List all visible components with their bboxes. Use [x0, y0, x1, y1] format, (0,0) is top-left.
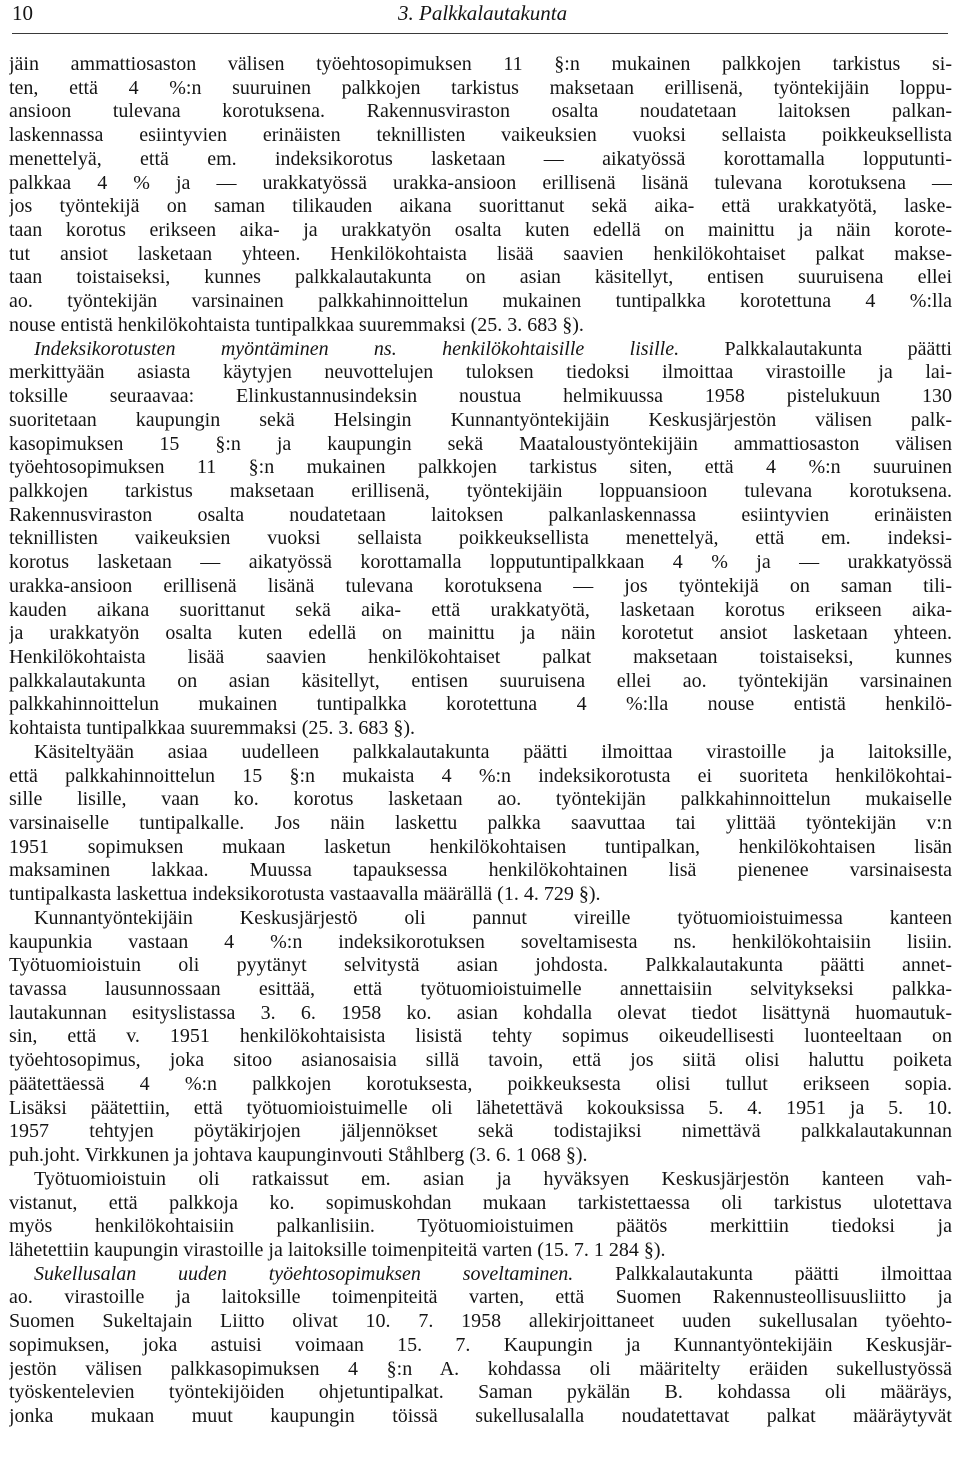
line-text: jestön välisen palkkasopimuksen 4 §:n A. kohdassa oli määritelty eräiden sukellustyössä [9, 1357, 952, 1380]
text-line [9, 53, 952, 77]
text-line [9, 1192, 952, 1216]
line-text: päätettäessä 4 %:n palkkojen korotuksesta, poikkeuksesta olisi tullut erikseen sopia. [9, 1072, 952, 1095]
text-line [9, 1239, 952, 1263]
section-heading: Sukellusalan uuden työehtosopimuksen soveltaminen. [34, 1262, 574, 1285]
line-text: ja urakkatyön osalta kuten edellä on mainittu ja näin korotetut ansiot lasketaan yhteen. [9, 622, 952, 645]
text-line [9, 717, 952, 741]
line-text: palkkalautakunta on asian käsitellyt, entisen suuruisena ellei ao. työntekijän varsinainen [9, 669, 952, 692]
line-text: palkkojen tarkistus maksetaan erillisenä, työntekijäin loppuansioon tulevana korotuksena. [9, 479, 952, 502]
line-text: ao. työntekijän varsinainen palkkahinnoittelun mukainen tuntipalkka korotettuna 4 %:lla [9, 290, 952, 313]
line-text: kauden aikana suorittanut sekä aika- että urakkatyötä, lasketaan korotus erikseen aika- [9, 598, 952, 621]
text-line [9, 433, 952, 457]
line-text: Suomen Sukeltajain Liitto olivat 10. 7. 1958 allekirjoittaneet uuden sukellusalan työehto- [9, 1310, 952, 1333]
line-text: jonka mukaan muut kaupungin töissä sukellusalalla noudatettavat palkat määräytyvät [9, 1404, 952, 1427]
text-line [9, 1334, 952, 1358]
text-line [9, 907, 952, 931]
line-text: työskentelevien työntekijöiden ohjetuntipalkat. Saman pykälän B. kohdassa oli määräys, [9, 1381, 952, 1404]
section-heading: Indeksikorotusten myöntäminen ns. henkilökohtaisille lisille. [34, 337, 680, 360]
line-text: Rakennusviraston osalta noudatetaan laitoksen palkanlaskennassa esiintyvien erinäisten [9, 503, 952, 526]
text-line [9, 646, 952, 670]
page-number: 10 [12, 1, 33, 25]
text-line [9, 1073, 952, 1097]
line-text: kasopimuksen 15 §:n ja kaupungin sekä Maataloustyöntekijäin ammattiosaston välisen [9, 432, 952, 455]
text-line [9, 1168, 952, 1192]
line-text: teknillisten vaikeuksien vuoksi sellaista poikkeuksellista menettelyä, että em. indeksi- [9, 527, 952, 550]
line-text: maksaminen lakkaa. Muussa tapauksessa henkilökohtainen lisä pienenee varsinaisesta [9, 859, 952, 882]
text-line [9, 77, 952, 101]
text-line [9, 788, 952, 812]
text-line [9, 385, 952, 409]
text-line [9, 527, 952, 551]
text-line [9, 243, 952, 267]
line-text: kohtaista tuntipalkkaa suuremmaksi (25. 3. 683 §). [9, 717, 416, 740]
text-line [9, 859, 952, 883]
line-text: taan korotus erikseen aika- ja urakkatyön osalta kuten edellä on mainittu ja näin korote- [9, 219, 952, 242]
line-text: korotus lasketaan — aikatyössä korottamalla lopputuntipalkkaan 4 % ja — urakkatyössä [9, 551, 952, 574]
text-line [9, 1263, 952, 1287]
text-line [9, 1358, 952, 1382]
line-text: toksille seuraavaa: Elinkustannusindeksin noustua helmikuussa 1958 pistelukuun 130 [9, 385, 952, 408]
line-text: Lisäksi päätettiin, että työtuomioistuimelle oli lähetettävä kokouksissa 5. 4. 1951 ja 5. 10. [9, 1096, 952, 1119]
line-text: jäin ammattiosaston välisen työehtosopimuksen 11 §:n mukainen palkkojen tarkistus si- [9, 53, 952, 75]
line-text: Palkkalautakunta päätti [679, 337, 952, 360]
text-line [9, 148, 952, 172]
text-line [9, 1049, 952, 1073]
text-line [9, 480, 952, 504]
line-text: ten, että 4 %:n suuruinen palkkojen tarkistus maksetaan erillisenä, työntekijäin loppu- [9, 76, 952, 99]
line-text: taan toistaiseksi, kunnes palkkalautakunta on asian käsitellyt, entisen suuruisena ellei [9, 266, 952, 289]
line-text: Työtuomioistuin oli ratkaissut em. asian ja hyväksyen Keskusjärjestön kanteen vah- [34, 1167, 952, 1190]
text-line [9, 290, 952, 314]
page-header [12, 0, 948, 30]
text-line [9, 883, 952, 907]
line-text: menettelyä, että em. indeksikorotus lasketaan — aikatyössä korottamalla lopputunti- [9, 147, 952, 170]
line-text: palkkaa 4 % ja — urakkatyössä urakka-ansioon erillisenä lisänä tulevana korotuksena — [9, 171, 952, 194]
text-line [9, 812, 952, 836]
text-line [9, 504, 952, 528]
line-text: ansioon tulevana korotuksena. Rakennusviraston osalta noudatetaan laitoksen palkan- [9, 100, 952, 123]
text-line [9, 1002, 952, 1026]
line-text: urakka-ansioon erillisenä lisänä tulevana korotuksena — jos työntekijä on saman tili- [9, 574, 952, 597]
text-line [9, 219, 952, 243]
line-text: että palkkahinnoittelun 15 §:n mukaista 4 %:n indeksikorotusta ei suoriteta henkilökohtai- [9, 764, 952, 787]
line-text: vistanut, että palkkoja ko. sopimuskohdan mukaan tarkistettaessa oli tarkistus ulotettava [9, 1191, 952, 1214]
text-line [9, 456, 952, 480]
text-line [9, 954, 952, 978]
running-title: 3. Palkkalautakunta [398, 1, 568, 25]
line-text: 1957 tehtyjen pöytäkirjojen jäljennökset sekä todistajiksi nimettävä palkkalautakunnan [9, 1120, 952, 1143]
text-line [9, 622, 952, 646]
text-line [9, 741, 952, 765]
text-line [9, 1097, 952, 1121]
text-line [9, 599, 952, 623]
text-line [9, 124, 952, 148]
text-line [9, 100, 952, 124]
line-text: tavassa lausunnossaan esittää, että työtuomioistuimelle annettaisiin selvitykseksi palkka- [9, 978, 952, 1001]
line-text: Palkkalautakunta päätti ilmoittaa [573, 1262, 952, 1285]
line-text: sopimuksen, joka astuisi voimaan 15. 7. Kaupungin ja Kunnantyöntekijäin Keskusjär- [9, 1333, 952, 1356]
text-line [9, 1310, 952, 1334]
line-text: nouse entistä henkilökohtaista tuntipalkkaa suuremmaksi (25. 3. 683 §). [9, 313, 584, 336]
line-text: Käsiteltyään asiaa uudelleen palkkalautakunta päätti ilmoittaa virastoille ja laitoksille, [34, 740, 952, 763]
text-line [9, 575, 952, 599]
line-text: lautakunnan esityslistassa 3. 6. 1958 ko. asian kohdalla olevat tiedot lisättynä huomautuk- [9, 1001, 952, 1024]
line-text: ao. virastoille ja laitoksille toimenpiteitä varten, että Suomen Rakennusteollisuusliitto ja [9, 1286, 952, 1309]
text-line [9, 765, 952, 789]
line-text: kaupunkia vastaan 4 %:n indeksikorotuksen soveltamisesta ns. henkilökohtaisiin lisiin. [9, 930, 952, 953]
text-line [9, 978, 952, 1002]
text-line [9, 1025, 952, 1049]
line-text: Työtuomioistuin oli pyytänyt selvitystä asian johdosta. Palkkalautakunta päätti annet- [9, 954, 952, 977]
text-line [9, 836, 952, 860]
text-line [9, 1405, 952, 1429]
line-text: palkkahinnoittelun mukainen tuntipalkka korotettuna 4 %:lla nouse entistä henkilö- [9, 693, 952, 716]
line-text: työehtosopimus, joka sitoo asianosaisia sillä tavoin, että jos siitä olisi haluttu poiketa [9, 1049, 952, 1072]
text-line [9, 361, 952, 385]
text-line [9, 1120, 952, 1144]
line-text: 1951 sopimuksen mukaan lasketun henkilökohtaisen tuntipalkan, henkilökohtaisen lisän [9, 835, 952, 858]
text-line [9, 670, 952, 694]
line-text: työehtosopimuksen 11 §:n mukainen palkkojen tarkistus siten, että 4 %:n suuruinen [9, 456, 952, 479]
text-line [9, 1286, 952, 1310]
text-line [9, 551, 952, 575]
text-line [9, 1381, 952, 1405]
line-text: sille lisille, vaan ko. korotus lasketaan ao. työntekijän palkkahinnoittelun mukaiselle [9, 788, 952, 811]
line-text: jos työntekijä on saman tilikauden aikana suorittanut sekä aika- että urakkatyötä, laske- [9, 195, 952, 218]
line-text: puh.joht. Virkkunen ja johtava kaupunginvouti Ståhlberg (3. 6. 1 068 §). [9, 1144, 588, 1167]
line-text: Henkilökohtaista lisää saavien henkilökohtaiset palkat maksetaan toistaiseksi, kunnes [9, 645, 952, 668]
text-line [9, 409, 952, 433]
line-text: myös henkilökohtaisiin palkanlisiin. Työtuomioistuimen päätös merkittiin tiedoksi ja [9, 1215, 952, 1238]
line-text: tuntipalkasta laskettua indeksikorotusta vastaavalla määrällä (1. 4. 729 §). [9, 883, 601, 906]
text-line [9, 1215, 952, 1239]
text-line [9, 338, 952, 362]
line-text: sin, että v. 1951 henkilökohtaisista lisistä tehty sopimus oikeudellisesti luonteeltaan on [9, 1025, 952, 1048]
line-text: tut ansiot lasketaan yhteen. Henkilökohtaista lisää saavien henkilökohtaiset palkat makse- [9, 242, 952, 265]
text-line [9, 266, 952, 290]
line-text: laskennassa esiintyvien erinäisten teknillisten vaikeuksien vuoksi sellaista poikkeuksellista [9, 124, 952, 147]
text-line [9, 931, 952, 955]
line-text: merkittyään asiasta käytyjen neuvottelujen tuloksen tiedoksi ilmoittaa virastoille ja lai- [9, 361, 952, 384]
text-line [9, 693, 952, 717]
body-text [9, 53, 952, 1429]
text-line [9, 1144, 952, 1168]
line-text: lähetettiin kaupungin virastoille ja laitoksille toimenpiteitä varten (15. 7. 1 284 §). [9, 1238, 666, 1261]
text-line [9, 195, 952, 219]
line-text: suoritetaan kaupungin sekä Helsingin Kunnantyöntekijäin Keskusjärjestön välisen palk- [9, 408, 952, 431]
line-text: Kunnantyöntekijäin Keskusjärjestö oli pannut vireille työtuomioistuimessa kanteen [34, 906, 952, 929]
line-text: varsinaiselle tuntipalkalle. Jos näin laskettu palkka saavuttaa tai ylittää työntekijän v:n [9, 812, 952, 834]
text-line [9, 172, 952, 196]
text-line [9, 314, 952, 338]
header-rule [12, 33, 948, 34]
